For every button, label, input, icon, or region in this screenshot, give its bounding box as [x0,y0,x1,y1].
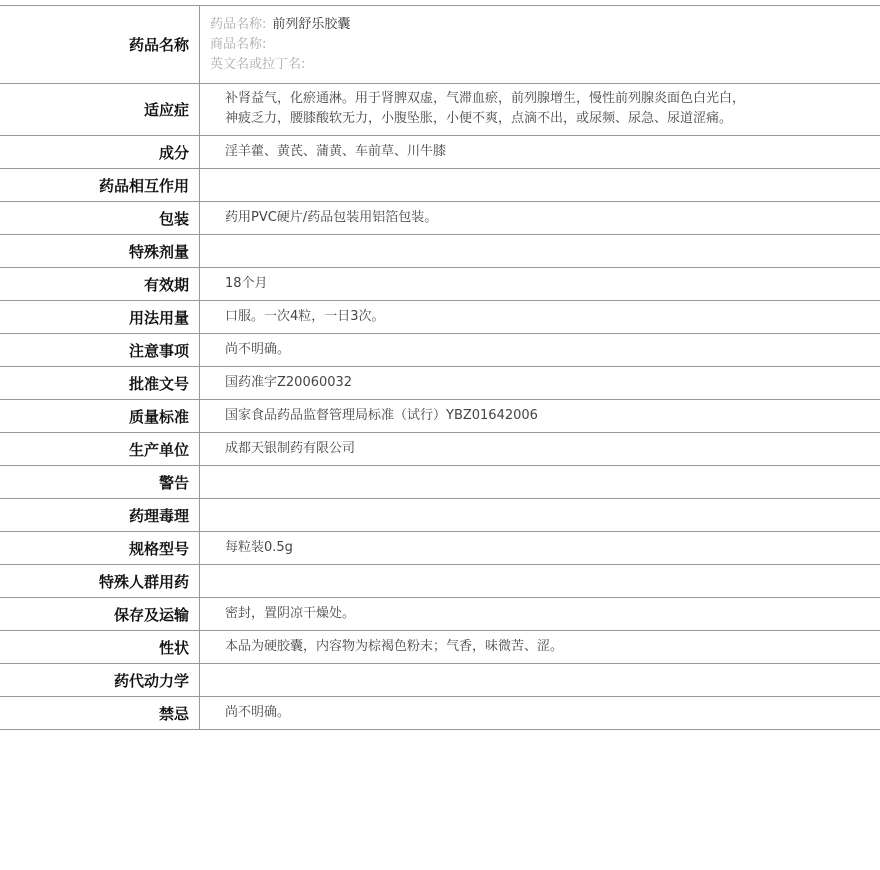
row-value [200,499,880,531]
row-value [200,466,880,498]
row-label: 质量标准 [0,400,200,432]
row-value: 口服。一次4粒，一日3次。 [225,309,385,324]
row-label: 用法用量 [0,301,200,333]
row-label: 药品相互作用 [0,169,200,201]
row-value: 成都天银制药有限公司 [225,441,356,456]
row-label: 有效期 [0,268,200,300]
row-pharmacology-toxicology [0,499,880,532]
row-label: 禁忌 [0,697,200,729]
row-packaging [0,202,880,235]
trade-name-line [210,35,880,55]
row-special-dosage [0,235,880,268]
row-value [200,169,880,201]
row-value [200,664,880,696]
row-label: 药理毒理 [0,499,200,531]
row-label: 特殊剂量 [0,235,200,267]
row-value: 尚不明确。 [225,342,291,357]
row-label: 警告 [0,466,200,498]
row-contraindications [0,697,880,730]
row-value: 药用PVC硬片/药品包装用铝箔包装。 [225,210,438,225]
indications-line-1: 补肾益气，化瘀通淋。用于肾脾双虚，气滞血瘀，前列腺增生，慢性前列腺炎面色白光白， [225,91,746,106]
row-indications [0,84,880,136]
row-specification [0,532,880,565]
row-label: 包装 [0,202,200,234]
drug-info-table [0,5,880,730]
row-label: 药品名称 [0,6,200,83]
indications-line-2: 神疲乏力，腰膝酸软无力，小腹坠胀，小便不爽，点滴不出，或尿频、尿急、尿道涩痛。 [225,111,733,126]
drug-name-key: 药品名称: [210,17,267,32]
row-label: 注意事项 [0,334,200,366]
row-shelf-life [0,268,880,301]
row-value: 国药准字Z20060032 [225,375,353,390]
row-label: 适应症 [0,84,200,135]
row-description [0,631,880,664]
row-label: 生产单位 [0,433,200,465]
row-value [200,235,880,267]
row-storage-transport [0,598,880,631]
row-approval-number [0,367,880,400]
row-value: 18个月 [225,276,268,291]
row-manufacturer [0,433,880,466]
english-name-line [210,55,880,75]
row-value: 国家食品药品监督管理局标准（试行）YBZ01642006 [225,408,538,423]
row-drug-name [0,6,880,84]
english-name-key: 英文名或拉丁名: [210,57,306,72]
row-label: 成分 [0,136,200,168]
row-label: 药代动力学 [0,664,200,696]
row-pharmacokinetics [0,664,880,697]
row-label: 保存及运输 [0,598,200,630]
trade-name-key: 商品名称: [210,37,267,52]
drug-name-value: 前列舒乐胶囊 [272,17,351,32]
row-usage-dosage [0,301,880,334]
row-value [200,84,880,135]
row-value: 本品为硬胶囊，内容物为棕褐色粉末；气香，味微苦、涩。 [225,639,564,654]
row-precautions [0,334,880,367]
row-value: 每粒装0.5g [225,540,293,555]
row-quality-standard [0,400,880,433]
row-label: 批准文号 [0,367,200,399]
row-special-populations [0,565,880,598]
row-label: 性状 [0,631,200,663]
row-value [200,6,880,83]
row-drug-interactions [0,169,880,202]
row-value: 淫羊藿、黄芪、蒲黄、车前草、川牛膝 [225,144,447,159]
row-value: 尚不明确。 [225,705,291,720]
row-label: 规格型号 [0,532,200,564]
row-warning [0,466,880,499]
row-label: 特殊人群用药 [0,565,200,597]
row-ingredients [0,136,880,169]
row-value [200,565,880,597]
row-value: 密封，置阴凉干燥处。 [225,606,356,621]
drug-name-line [210,15,880,35]
